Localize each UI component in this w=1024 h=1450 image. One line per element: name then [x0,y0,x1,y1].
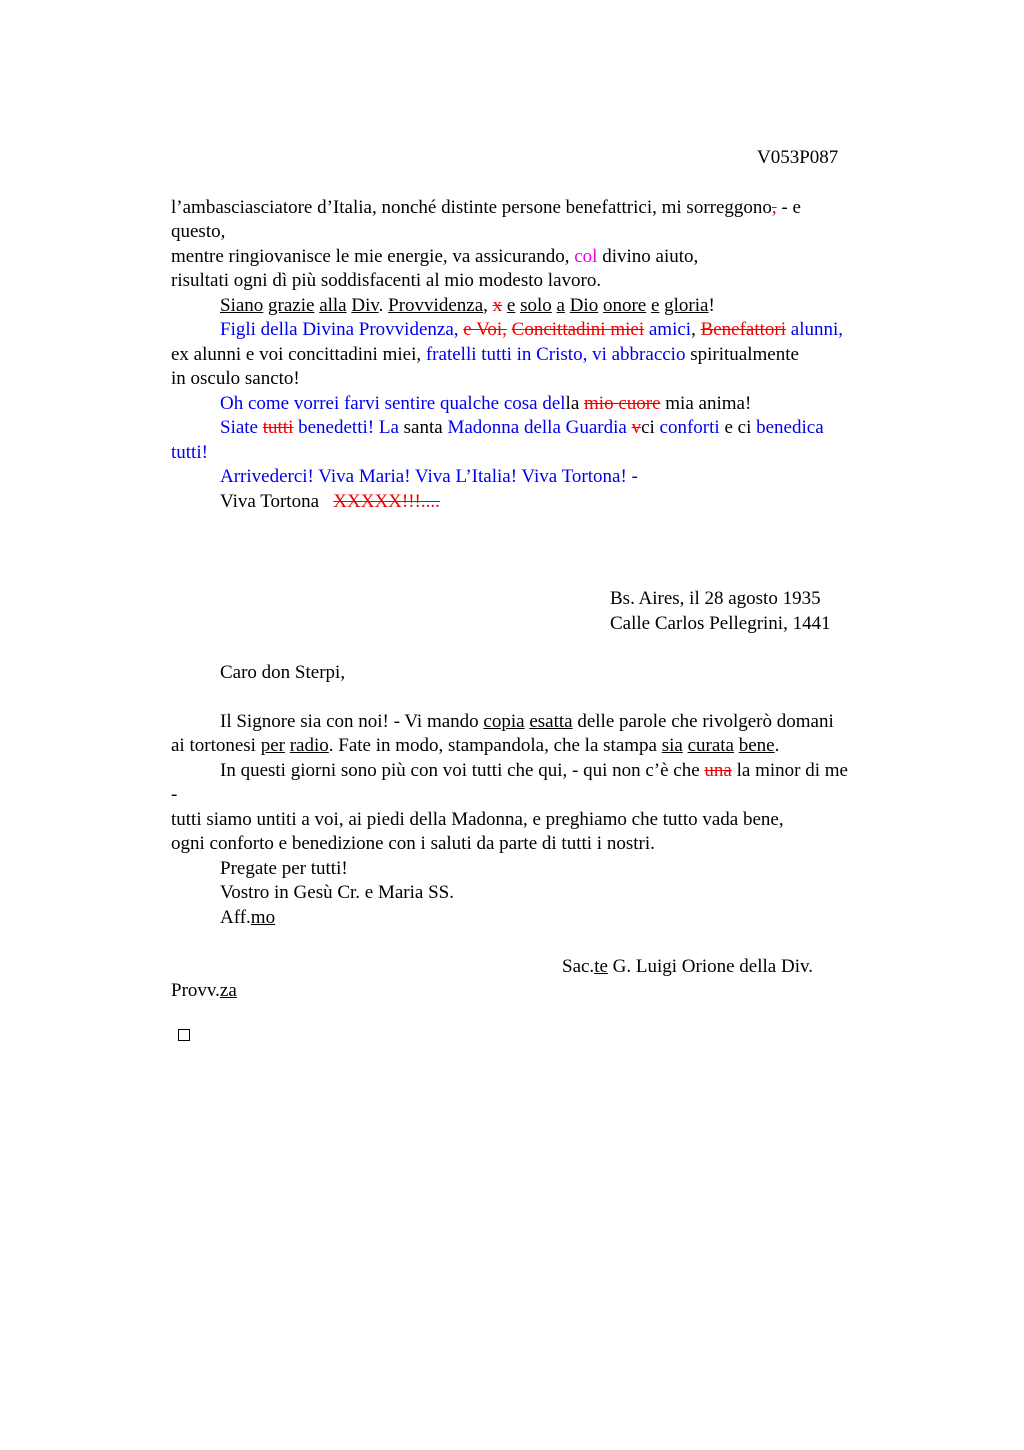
underlined-word: Provvidenza [388,295,484,316]
text: , [483,295,488,316]
underlined-word: radio [289,735,329,756]
deleted-text: v [631,417,642,438]
deleted-text: Concittadini miei [511,319,645,340]
signature-line-1 [562,955,813,979]
deleted-text: mio cuore [584,393,661,414]
text: mentre ringiovanisce le mie energie, va assicurando, [171,246,575,267]
text: divino aiuto, [597,246,699,267]
para5-line2: tutti! [171,442,208,463]
text: ci [641,417,660,438]
deleted-text: una [704,760,732,781]
para1-line2: questo, [171,221,226,242]
text: spiritualmente [685,344,799,365]
para3-line1 [220,318,843,342]
underlined-word: per [260,735,285,756]
body2-line3: tutti siamo untiti a voi, ai piedi della Madonna, e preghiamo che tutto vada bene, [171,809,784,830]
underlined-word: solo [520,295,552,316]
deleted-text: e Voi, [463,319,507,340]
para2-line1 [220,294,715,318]
blue-text: benedica [756,417,824,438]
text: Aff. [220,907,251,928]
text: mia anima! [660,393,752,414]
text: Sac. [562,956,595,977]
text: . [774,735,780,756]
underlined-word: esatta [529,711,573,732]
deleted-text: , [771,197,777,218]
para7-line1 [220,490,440,514]
text: santa [398,417,448,438]
text: ! [708,295,715,316]
letter-salutation: Caro don Sterpi, [220,662,346,683]
text: Il Signore sia con noi! - Vi mando [220,711,484,732]
underlined-word: Div [351,295,379,316]
para1-line1 [171,196,801,220]
underlined-word: e [650,295,660,316]
para4-line1 [220,392,751,416]
text: e ci [719,417,757,438]
blue-text: alunni, [786,319,844,340]
para3-line3: in osculo sancto! [171,368,300,389]
para6-line1: Arrivederci! Viva Maria! Viva L’Italia! Viva Tortona! - [220,466,638,487]
blue-text: Siate [220,417,263,438]
blue-text: conforti [659,417,720,438]
text: , [691,319,701,340]
underlined-word: grazie [268,295,315,316]
closing-pregate: Pregate per tutti! [220,858,348,879]
text: . Fate in modo, stampandola, che la stampa [328,735,662,756]
signature-line-2 [171,979,237,1003]
underlined-word: za [219,980,237,1001]
underlined-word: alla [319,295,347,316]
text: ex alunni e voi concittadini miei, [171,344,426,365]
underlined-word: curata [687,735,734,756]
checkbox-square-icon [178,1029,190,1041]
para3-line2 [171,343,799,367]
body1-line1 [220,710,834,734]
letter-address: Calle Carlos Pellegrini, 1441 [610,613,831,634]
blue-text: Madonna della Guardia [447,417,632,438]
text: l’ambasciasciatore d’Italia, nonché distinte persone benefattrici, mi sorreggono [171,197,772,218]
blue-text: Oh come vorrei farvi sentire qualche cosa del [220,393,566,414]
closing-aff [220,906,275,930]
text: In questi giorni sono più con voi tutti che qui, - qui non c’è che [220,760,705,781]
underlined-word: onore [602,295,647,316]
deleted-text: x [492,295,503,316]
underlined-word: mo [250,907,276,928]
text: la [565,393,585,414]
text: Viva Tortona [220,491,334,512]
text: ai tortonesi [171,735,261,756]
body2-line1 [220,759,848,783]
text: G. Luigi Orione della Div. [607,956,813,977]
blue-text: benedetti! La [293,417,399,438]
text: delle parole che rivolgerò domani [572,711,834,732]
deleted-text: XXXXX!!!.... [333,491,440,512]
para1-line3 [171,245,698,269]
inserted-text: col [574,246,598,267]
text: . [378,295,384,316]
underlined-word: Dio [569,295,599,316]
underlined-word: copia [483,711,525,732]
body2-dash: - [171,784,178,805]
underlined-word: Siano [220,295,264,316]
text: Provv. [171,980,220,1001]
page-identifier: V053P087 [757,147,839,168]
blue-text: fratelli tutti in Cristo, vi abbraccio [425,344,686,365]
para5-line1 [220,416,824,440]
underlined-word: a [556,295,565,316]
letter-date: Bs. Aires, il 28 agosto 1935 [610,588,821,609]
blue-text: amici [644,319,692,340]
underlined-word: e [506,295,516,316]
underlined-word: gloria [664,295,709,316]
deleted-text: Benefattori [700,319,787,340]
underlined-word: bene [738,735,775,756]
text: la minor di me [731,760,848,781]
underlined-word: te [594,956,608,977]
body2-line4: ogni conforto e benedizione con i saluti da parte di tutti i nostri. [171,833,655,854]
closing-vostro: Vostro in Gesù Cr. e Maria SS. [220,882,454,903]
blue-text: Figli della Divina Provvidenza, [220,319,464,340]
body1-line2 [171,734,779,758]
deleted-text: tutti [262,417,294,438]
text: - e [776,197,801,218]
para1-line4: risultati ogni dì più soddisfacenti al mio modesto lavoro. [171,270,602,291]
underlined-word: sia [661,735,683,756]
